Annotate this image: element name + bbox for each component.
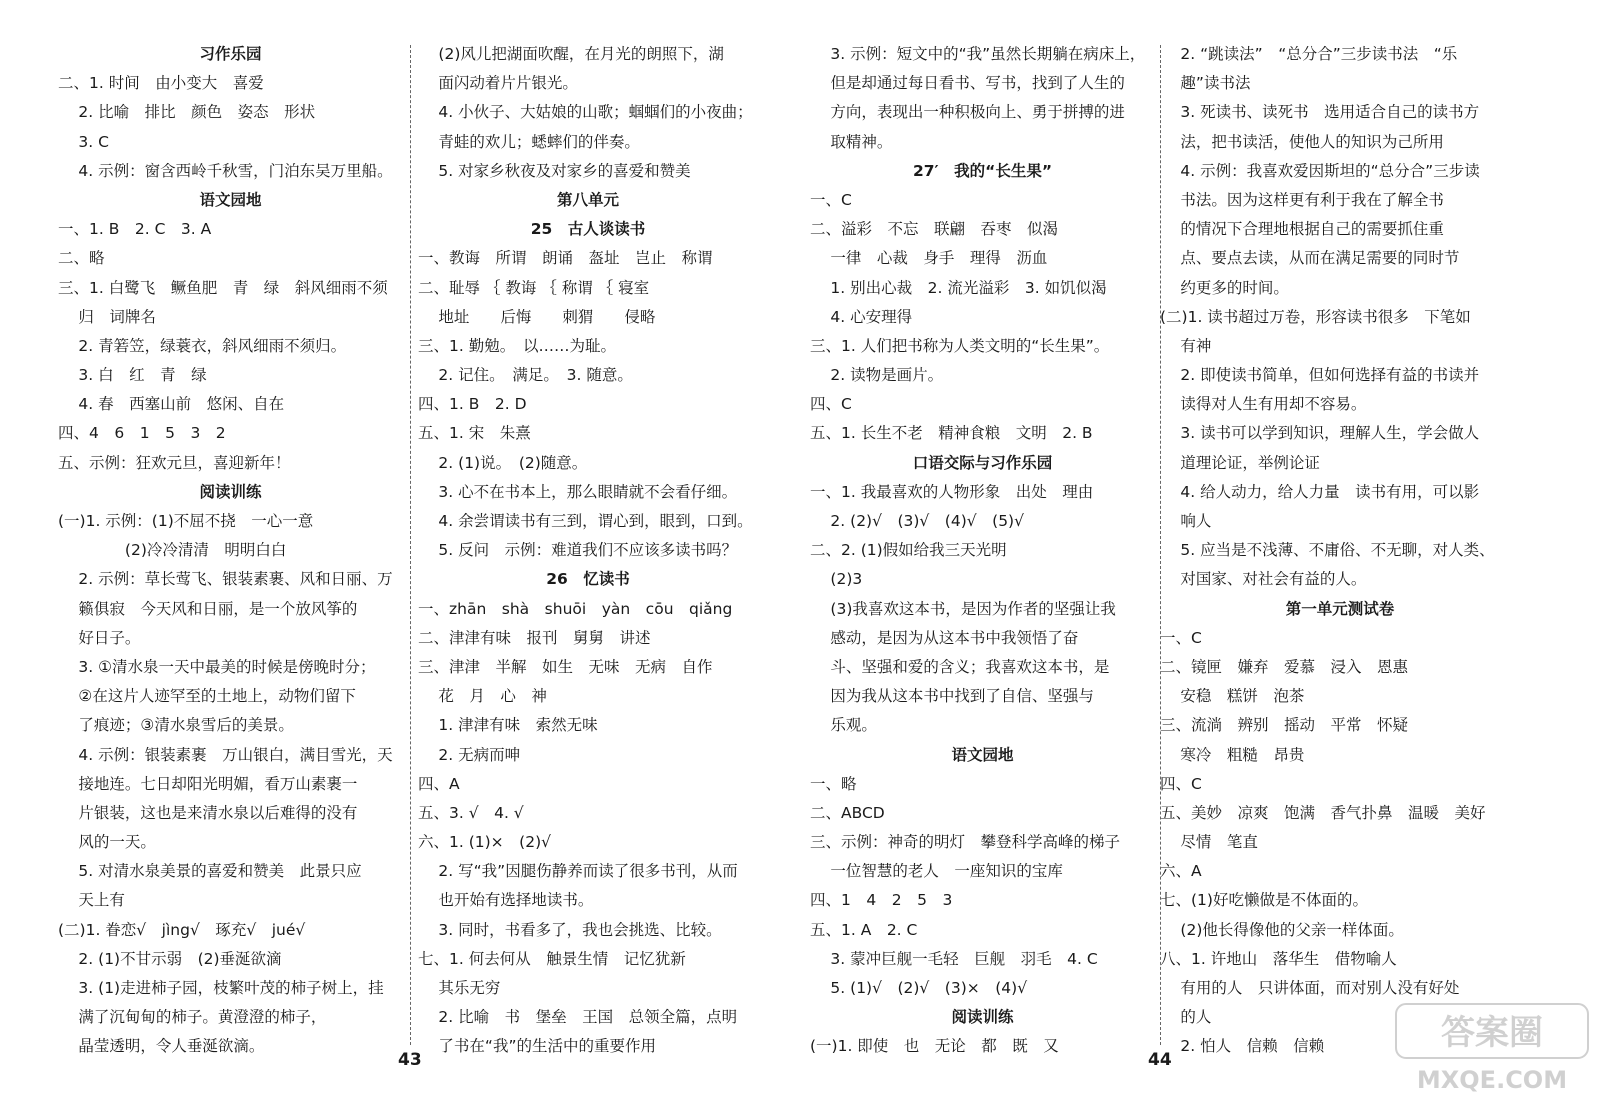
answer-line: 五、1. 长生不老 精神食粮 文明 2. B (810, 424, 1093, 443)
section-heading: 27′ 我的“长生果” (912, 161, 1053, 180)
answer-line: 2. 比喻 排比 颜色 姿态 形状 (58, 103, 316, 122)
answer-line: 三、流淌 辨别 摇动 平常 怀疑 (1160, 716, 1409, 735)
answer-line: 2. 怕人 信赖 信赖 (1160, 1037, 1325, 1056)
answer-line: 三、1. 人们把书称为人类文明的“长生果”。 (810, 336, 1110, 355)
answer-line: 三、1. 勤勉。 以……为耻。 (418, 336, 616, 355)
answer-line: 3. (1)走进柿子园，枝繁叶茂的柿子树上，挂 (58, 979, 384, 997)
answer-line: 2. 无病而呻 (418, 745, 521, 764)
answer-line: 一位智慧的老人 一座知识的宝库 (810, 862, 1063, 881)
answer-line: 点、要点去读，从而在满足需要的同时节 (1160, 249, 1460, 268)
answer-line: 青蛙的欢儿；蟋蟀们的伴奏。 (418, 132, 640, 151)
answer-line: 1. 别出心裁 2. 流光溢彩 3. 如饥似渴 (810, 278, 1107, 297)
answer-line: 斗、坚强和爱的含义；我喜欢这本书，是 (810, 657, 1110, 676)
answer-line: 2. 示例：草长莺飞、银装素裹、风和日丽、万 (58, 570, 393, 589)
answer-line: 2. (1)说。 (2)随意。 (418, 453, 588, 472)
answer-line: 5. 反问 示例：难道我们不应该多读书吗？ (418, 541, 738, 560)
answer-line: (一)1. 即使 也 无论 都 既 又 (810, 1037, 1059, 1056)
answer-line: 了痕迹；③清水泉雪后的美景。 (58, 716, 294, 735)
answer-line: 对国家、对社会有益的人。 (1160, 570, 1367, 589)
answer-line: 2. “跳读法” “总分合”三步读书法 “乐 (1160, 45, 1458, 63)
answer-line: 七、1. 何去何从 触景生情 记忆犹新 (418, 949, 686, 968)
answer-line: 3. C (58, 132, 109, 151)
answer-line: 约更多的时间。 (1160, 278, 1289, 297)
answer-line: 1. 津津有味 索然无味 (418, 716, 598, 735)
answer-line: 2. 读物是画片。 (810, 366, 944, 385)
answer-line: ②在这片人迹罕至的土地上，动物们留下 (58, 687, 356, 706)
answer-line: 5. 对家乡秋夜及对家乡的喜爱和赞美 (418, 161, 691, 180)
answer-line: 尽情 笔直 (1160, 833, 1258, 852)
answer-line: 满了沉甸甸的柿子。黄澄澄的柿子， (58, 1008, 327, 1027)
answer-line: 二、耻辱 ｛ 教诲 ｛ 称谓 ｛ 寝室 (418, 278, 650, 297)
answer-line: 3. ①清水泉一天中最美的时候是傍晚时分； (58, 657, 376, 676)
answer-line: 五、1. A 2. C (810, 920, 918, 939)
answer-line: 4. 示例：我喜欢爱因斯坦的“总分合”三步读 (1160, 161, 1480, 180)
answer-line: (二)1. 读书超过万卷，形容读书很多 下笔如 (1160, 307, 1471, 326)
answer-line: 3. 示例：短文中的“我”虽然长期躺在病床上， (810, 45, 1146, 63)
answer-line: 读得对人生有用却不容易。 (1160, 395, 1367, 414)
column-1 (58, 40, 403, 1062)
answer-line: (二)1. 眷恋√ jìng√ 琢充√ jué√ (58, 920, 306, 939)
answer-line: 一、教诲 所谓 朗诵 盔址 岂止 称谓 (418, 249, 713, 268)
answer-line: 2. 记住。 满足。 3. 随意。 (418, 366, 633, 385)
answer-line: 2. 青箬笠，绿蓑衣，斜风细雨不须归。 (58, 336, 347, 355)
answer-line: 4. 示例：银装素裹 万山银白，满目雪光，天 (58, 745, 393, 764)
answer-line: (2)3 (810, 570, 863, 589)
answer-line: 二、镜匣 嫌弃 爱慕 浸入 恩惠 (1160, 657, 1409, 676)
answer-line: 2. (2)√ (3)√ (4)√ (5)√ (810, 512, 1024, 530)
answer-line: (2)风儿把湖面吹醒，在月光的朗照下，湖 (418, 45, 724, 63)
section-heading: 25 古人谈读书 (530, 220, 646, 239)
section-heading: 习作乐园 (199, 45, 262, 63)
answer-line: 三、示例：神奇的明灯 攀登科学高峰的梯子 (810, 833, 1121, 852)
answer-line: 但是却通过每日看书、写书，找到了人生的 (810, 74, 1125, 93)
answer-line: 安稳 糕饼 泡茶 (1160, 687, 1305, 706)
answer-line: 五、美妙 凉爽 饱满 香气扑鼻 温暖 美好 (1160, 803, 1486, 822)
answer-line: 因为我从这本书中找到了自信、坚强与 (810, 687, 1094, 706)
answer-line: 一、zhān shà shuōi yàn cōu qiǎng (418, 599, 733, 618)
answer-line: 地址 后悔 刺猬 侵略 (418, 307, 656, 326)
answer-line: 趣”读书法 (1160, 74, 1251, 93)
answer-line: 二、略 (58, 249, 105, 268)
answer-line: 4. 春 西塞山前 悠闲、自在 (58, 395, 285, 414)
answer-line: 书法。因为这样更有利于我在了解全书 (1160, 190, 1444, 209)
answer-line: (2)他长得像他的父亲一样体面。 (1160, 920, 1404, 939)
column-4 (1160, 40, 1520, 1062)
answer-line: 好日子。 (58, 628, 141, 647)
answer-line: 六、A (1160, 862, 1202, 881)
answer-line: 其乐无穷 (418, 979, 501, 997)
answer-line: 一、C (1160, 628, 1202, 647)
answer-line: 三、津津 半解 如生 无味 无病 自作 (418, 657, 713, 676)
watermark-url: MXQE.COM (1416, 1066, 1568, 1094)
answer-line: 归 词牌名 (58, 307, 156, 326)
answer-line: 籁俱寂 今天风和日丽，是一个放风筝的 (58, 599, 358, 618)
answer-line: 四、1. B 2. D (418, 395, 527, 414)
answer-line: 3. 读书可以学到知识，理解人生，学会做人 (1160, 424, 1480, 443)
answer-line: 风的一天。 (58, 833, 156, 852)
answer-line: 三、1. 白鹭飞 鳜鱼肥 青 绿 斜风细雨不须 (58, 278, 388, 297)
answer-line: 四、4 6 1 5 3 2 (58, 424, 226, 443)
answer-line: 的情况下合理地根据自己的需要抓住重 (1160, 220, 1444, 239)
watermark-brand: 答案圈 (1441, 1013, 1543, 1053)
answer-line: 面闪动着片片银光。 (418, 74, 578, 93)
answer-line: 取精神。 (810, 132, 893, 151)
answer-line: 一、1. B 2. C 3. A (58, 220, 212, 239)
answer-line: (3)我喜欢这本书，是因为作者的坚强让我 (810, 599, 1116, 618)
answer-line: 一、C (810, 190, 852, 209)
answer-line: 五、3. √ 4. √ (418, 803, 524, 822)
answer-line: 了书在“我”的生活中的重要作用 (418, 1037, 656, 1056)
section-heading: 阅读训练 (951, 1008, 1014, 1027)
answer-line: 方向，表现出一种积极向上、勇于拼搏的进 (810, 103, 1125, 122)
answer-line: 天上有 (58, 891, 125, 910)
answer-line: 5. 对清水泉美景的喜爱和赞美 此景只应 (58, 862, 362, 881)
watermark-logo (1392, 998, 1592, 1098)
section-heading: 语文园地 (951, 745, 1014, 764)
answer-line: 一、1. 我最喜欢的人物形象 出处 理由 (810, 482, 1094, 501)
answer-line: 四、C (1160, 774, 1202, 793)
answer-line: 感动，是因为从这本书中我领悟了奋 (810, 628, 1079, 647)
answer-line: 5. (1)√ (2)√ (3)× (4)√ (810, 979, 1028, 997)
answer-line: 乐观。 (810, 716, 877, 735)
answer-line: 五、示例：狂欢元旦，喜迎新年！ (58, 453, 291, 472)
answer-line: 四、C (810, 395, 852, 414)
answer-line: 六、1. (1)× (2)√ (418, 833, 551, 852)
answer-line: 四、1 4 2 5 3 (810, 891, 953, 910)
section-heading: 语文园地 (199, 190, 262, 209)
answer-line: 2. (1)不甘示弱 (2)垂涎欲滴 (58, 949, 282, 968)
answer-line: 一律 心裁 身手 理得 沥血 (810, 249, 1048, 268)
answer-line: (2)冷冷清清 明明白白 (58, 541, 287, 560)
answer-line: 四、A (418, 774, 460, 793)
answer-line: 4. 小伙子、大姑娘的山歌；蝈蝈们的小夜曲； (418, 103, 753, 122)
answer-line: 接地连。七日却阳光明媚，看万山素裹一 (58, 774, 358, 793)
answer-line: 二、1. 时间 由小变大 喜爱 (58, 74, 264, 93)
answer-line: 的人 (1160, 1008, 1212, 1027)
answer-line: 响人 (1160, 512, 1212, 530)
answer-line: 七、(1)好吃懒做是不体面的。 (1160, 891, 1368, 910)
answer-line: 3. 白 红 青 绿 (58, 366, 207, 385)
answer-line: 也开始有选择地读书。 (418, 891, 594, 910)
column-2 (418, 40, 758, 1062)
answer-line: 2. 写“我”因腿伤静养而读了很多书刊，从而 (418, 862, 738, 881)
answer-line: 晶莹透明，令人垂涎欲滴。 (58, 1037, 265, 1056)
answer-line: 八、1. 许地山 落华生 借物喻人 (1160, 949, 1397, 968)
section-heading: 阅读训练 (199, 482, 262, 501)
answer-line: 寒冷 粗糙 昂贵 (1160, 745, 1305, 764)
column-3 (810, 40, 1155, 1062)
answer-line: 二、ABCD (810, 803, 885, 822)
section-heading: 第一单元测试卷 (1285, 599, 1395, 618)
section-heading: 26 忆读书 (546, 570, 630, 589)
answer-line: 二、2. (1)假如给我三天光明 (810, 541, 1007, 560)
answer-line: 4. 心安理得 (810, 307, 913, 326)
column-divider (410, 45, 411, 1045)
answer-line: 法，把书读活，使他人的知识为己所用 (1160, 132, 1444, 151)
answer-line: 3. 蒙冲巨舰一毛轻 巨舰 羽毛 4. C (810, 949, 1098, 968)
section-heading: 第八单元 (556, 190, 619, 209)
answer-line: 4. 余尝谓读书有三到，谓心到，眼到，口到。 (418, 512, 753, 530)
answer-line: 有用的人 只讲体面，而对别人没有好处 (1160, 979, 1460, 997)
answer-line: 3. 同时，书看多了，我也会挑选、比较。 (418, 920, 722, 939)
answer-line: 5. 应当是不浅薄、不庸俗、不无聊，对人类、 (1160, 541, 1495, 560)
answer-line: 花 月 心 神 (418, 687, 547, 706)
section-heading: 口语交际与习作乐园 (912, 453, 1053, 472)
page-spine-divider (1160, 45, 1161, 1045)
answer-line: 2. 即使读书简单，但如何选择有益的书读并 (1160, 366, 1480, 385)
page-number-right: 44 (1148, 1050, 1172, 1070)
answer-line: 2. 比喻 书 堡垒 王国 总领全篇，点明 (418, 1008, 738, 1027)
answer-line: 片银装，这也是来清水泉以后难得的没有 (58, 803, 358, 822)
answer-line: 一、略 (810, 774, 857, 793)
answer-line: 道理论证，举例论证 (1160, 453, 1320, 472)
answer-line: 4. 给人动力，给人力量 读书有用，可以影 (1160, 482, 1480, 501)
answer-line: 有神 (1160, 336, 1212, 355)
answer-line: 二、津津有味 报刊 舅舅 讲述 (418, 628, 651, 647)
answer-line: 五、1. 宋 朱熹 (418, 424, 531, 443)
answer-line: 3. 心不在书本上，那么眼睛就不会看仔细。 (418, 482, 738, 501)
answer-line: (一)1. 示例：(1)不屈不挠 一心一意 (58, 512, 314, 530)
answer-line: 4. 示例：窗含西岭千秋雪，门泊东吴万里船。 (58, 161, 393, 180)
answer-line: 3. 死读书、读死书 选用适合自己的读书方 (1160, 103, 1480, 122)
page-number-left: 43 (398, 1050, 422, 1070)
answer-line: 二、溢彩 不忘 联翩 吞枣 似渴 (810, 220, 1059, 239)
